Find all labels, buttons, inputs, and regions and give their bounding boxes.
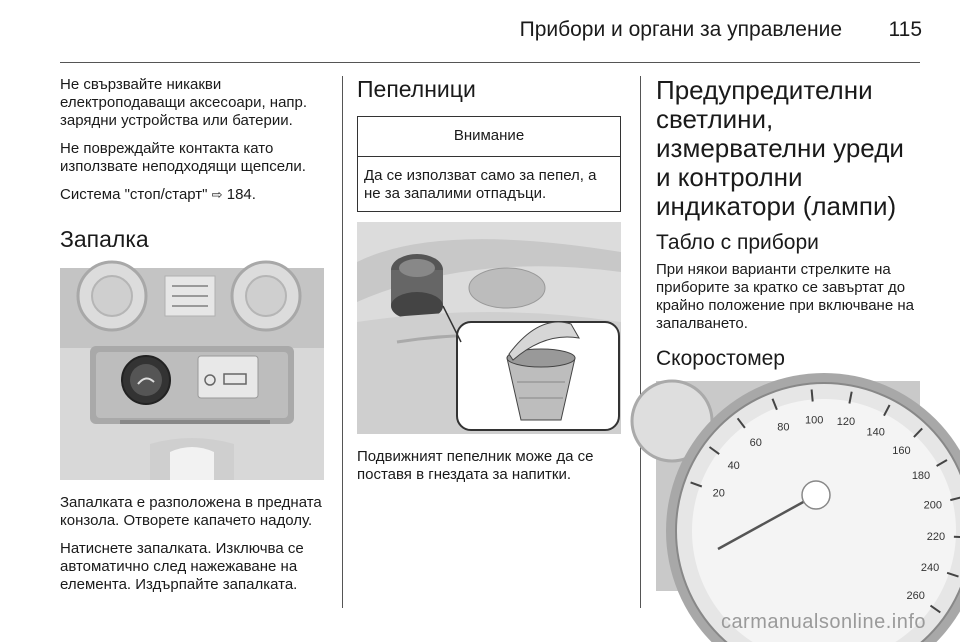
column-2 bbox=[357, 76, 625, 494]
speedometer-tick bbox=[954, 537, 960, 538]
paragraph-stop-start-ref bbox=[60, 186, 328, 204]
heading-instrument-panel: Табло с прибори bbox=[656, 231, 819, 254]
paragraph-lighter-location: Запалката е разположена в предната конзола. Отворете капачето надолу. bbox=[60, 494, 322, 529]
speedometer-scale-label: 20 bbox=[712, 487, 725, 500]
speedometer-dial bbox=[656, 381, 946, 603]
column-divider-1 bbox=[342, 76, 343, 608]
heading-ashtrays: Пепелници bbox=[357, 76, 476, 102]
speedometer-illustration bbox=[656, 381, 946, 603]
speedometer-scale-label: 120 bbox=[836, 416, 856, 429]
speedometer-scale-label: 220 bbox=[926, 530, 946, 543]
paragraph-lighter-usage: Натиснете запалката. Изключва се автоматично след нажежаване на елемента. Издърпайте запалката. bbox=[60, 540, 304, 593]
speedometer-scale-label: 40 bbox=[727, 459, 740, 472]
speedometer-scale-label: 200 bbox=[923, 499, 942, 512]
ashtray-illustration bbox=[357, 222, 621, 434]
column-1 bbox=[60, 76, 328, 604]
heading-speedometer: Скоростомер bbox=[656, 347, 785, 370]
paragraph-needle-sweep: При някои варианти стрелките на приборите за кратко се завъртат до крайно положение при включване на запалването. bbox=[656, 261, 914, 332]
warning-title: Внимание bbox=[358, 117, 620, 157]
speedometer-scale-label: 260 bbox=[906, 590, 925, 603]
header-divider bbox=[60, 62, 920, 63]
heading-warning-lights: Предупредителни светлини, измервателни уреди и контролни индикатори (лампи) bbox=[656, 75, 904, 221]
page-number: 115 bbox=[888, 18, 922, 41]
speedometer-scale-label: 160 bbox=[892, 445, 911, 458]
warning-box bbox=[357, 116, 621, 212]
header-title: Прибори и органи за управление bbox=[519, 18, 842, 41]
speedometer-scale-label: 140 bbox=[866, 426, 885, 439]
speedometer-scale-label: 80 bbox=[777, 421, 790, 434]
speedometer-scale-label: 240 bbox=[920, 562, 940, 574]
column-3 bbox=[656, 75, 946, 603]
speedometer-tick bbox=[812, 390, 813, 402]
paragraph-no-accessories: Не свързвайте никакви електроподаващи аксесоари, напр. зарядни устройства или батерии. bbox=[60, 76, 308, 129]
heading-lighter: Запалка bbox=[60, 226, 149, 252]
watermark: carmanualsonline.info bbox=[720, 611, 926, 633]
lighter-illustration bbox=[60, 268, 324, 480]
column-divider-2 bbox=[640, 76, 641, 608]
speedometer-scale-label: 100 bbox=[805, 414, 824, 427]
paragraph-movable-ashtray: Подвижният пепелник може да се поставя в гнездата за напитки. bbox=[357, 448, 594, 483]
page-header bbox=[0, 0, 960, 60]
stop-start-text: Система "стоп/старт" bbox=[60, 186, 208, 203]
stop-start-page: 184. bbox=[226, 186, 256, 203]
arrow-reference-icon: ⇨ bbox=[211, 187, 223, 202]
warning-body: Да се използват само за пепел, а не за запалими отпадъци. bbox=[364, 167, 597, 202]
speedometer-scale-label: 60 bbox=[749, 437, 762, 450]
speedometer-scale-label: 180 bbox=[911, 470, 931, 482]
paragraph-socket-damage: Не повреждайте контакта като използвате неподходящи щепсели. bbox=[60, 140, 306, 175]
needle-hub bbox=[802, 481, 830, 509]
